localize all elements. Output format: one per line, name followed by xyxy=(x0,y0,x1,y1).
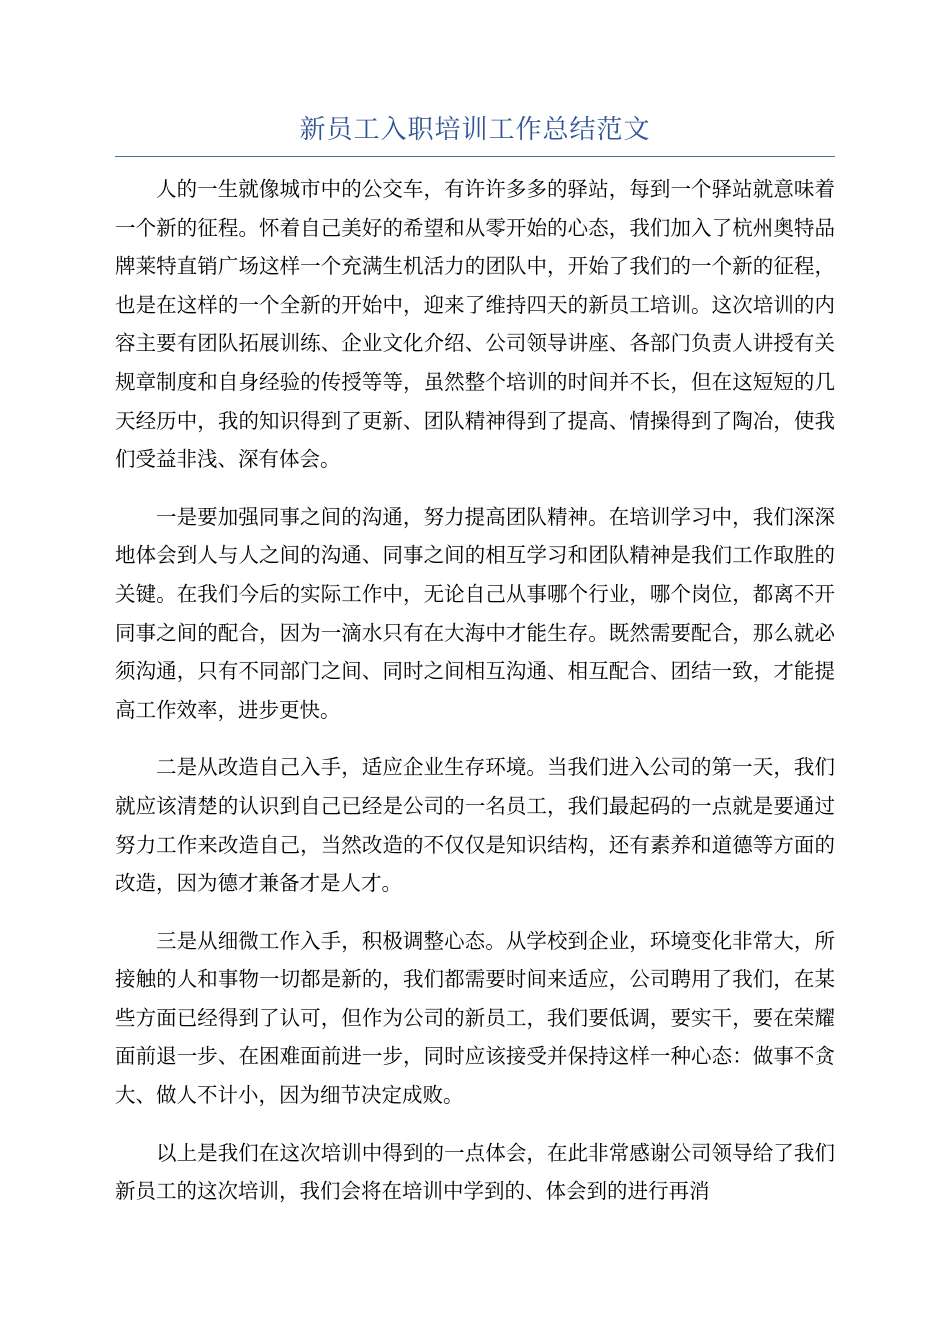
document-body xyxy=(115,170,835,1230)
document-title: 新员工入职培训工作总结范文 xyxy=(299,115,651,145)
title-block xyxy=(115,110,835,157)
paragraph-point-two: 二是从改造自己入手，适应企业生存环境。当我们进入公司的第一天，我们就应该清楚的认识到自己已经是公司的一名员工，我们最起码的一点就是要通过努力工作来改造自己，当然改造的不仅仅是知识结构，还有素养和道德等方面的改造，因为德才兼备才是人才。 xyxy=(115,755,835,896)
paragraph-point-one: 一是要加强同事之间的沟通，努力提高团队精神。在培训学习中，我们深深地体会到人与人之间的沟通、同事之间的相互学习和团队精神是我们工作取胜的关键。在我们今后的实际工作中，无论自己从事哪个行业，哪个岗位，都离不开同事之间的配合，因为一滴水只有在大海中才能生存。既然需要配合，那么就必须沟通，只有不同部门之间、同时之间相互沟通、相互配合、团结一致，才能提高工作效率，进步更快。 xyxy=(115,504,835,722)
paragraph-conclusion: 以上是我们在这次培训中得到的一点体会，在此非常感谢公司领导给了我们新员工的这次培训，我们会将在培训中学到的、体会到的进行再消 xyxy=(115,1140,835,1204)
paragraph-point-three: 三是从细微工作入手，积极调整心态。从学校到企业，环境变化非常大，所接触的人和事物一切都是新的，我们都需要时间来适应，公司聘用了我们，在某些方面已经得到了认可，但作为公司的新员工，我们要低调，要实干，要在荣耀面前退一步、在困难面前进一步，同时应该接受并保持这样一种心态：做事不贪大、做人不计小，因为细节决定成败。 xyxy=(115,928,835,1108)
paragraph-intro: 人的一生就像城市中的公交车，有许许多多的驿站，每到一个驿站就意味着一个新的征程。怀着自己美好的希望和从零开始的心态，我们加入了杭州奥特品牌莱特直销广场这样一个充满生机活力的团队中，开始了我们的一个新的征程，也是在这样的一个全新的开始中，迎来了维持四天的新员工培训。这次培训的内容主要有团队拓展训练、企业文化介绍、公司领导讲座、各部门负责人讲授有关规章制度和自身经验的传授等等，虽然整个培训的时间并不长，但在这短短的几天经历中，我的知识得到了更新、团队精神得到了提高、情操得到了陶冶，使我们受益非浅、深有体会。 xyxy=(115,177,835,472)
